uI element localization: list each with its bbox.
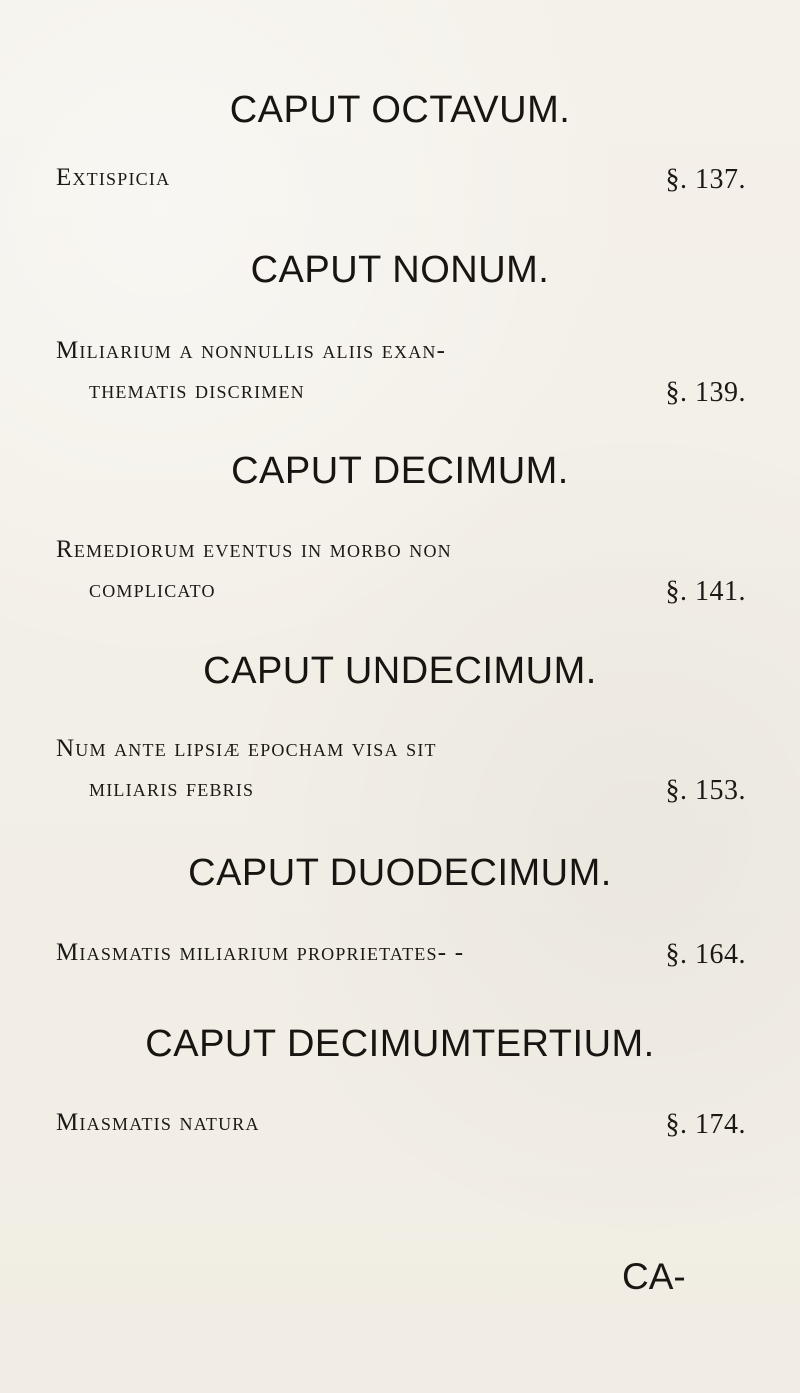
chapter-heading-decimum: CAPUT DECIMUM. — [231, 450, 569, 492]
catchword: CA- — [622, 1256, 686, 1297]
section-reference: §. 164. — [665, 939, 746, 970]
toc-entry-num-ante — [56, 735, 746, 815]
toc-entry-line — [56, 1109, 746, 1149]
toc-entry-line — [56, 164, 746, 204]
toc-entry-title-line-1: Miliarium a nonnullis aliis exan- — [56, 337, 447, 364]
toc-entry-line — [56, 337, 746, 377]
toc-entry-title-line-1: Num ante lipsiæ epocham visa sit — [56, 735, 437, 762]
toc-entry-miasmatis-proprietates — [56, 939, 746, 979]
chapter-heading-undecimum: CAPUT UNDECIMUM. — [203, 650, 597, 692]
toc-entry-title-line-2: complicato — [89, 576, 216, 603]
chapter-heading-octavum: CAPUT OCTAVUM. — [229, 89, 571, 131]
toc-entry-title: Miasmatis natura — [56, 1109, 260, 1136]
toc-entry-title: Extispicia — [56, 164, 171, 191]
toc-entry-title-line-2: miliaris febris — [89, 775, 255, 802]
toc-entry-line — [56, 775, 746, 815]
toc-entry-title: Miasmatis miliarium proprietates- - — [56, 939, 465, 966]
toc-entry-title-line-1: Remediorum eventus in morbo non — [56, 536, 452, 563]
chapter-heading-nonum: CAPUT NONUM. — [250, 249, 550, 291]
toc-entry-remediorum — [56, 536, 746, 616]
toc-entry-line — [56, 939, 746, 979]
section-reference: §. 141. — [665, 576, 746, 607]
toc-entry-line — [56, 377, 746, 417]
section-reference: §. 139. — [665, 377, 746, 408]
toc-entry-title-line-2: thematis discrimen — [89, 377, 305, 404]
section-reference: §. 174. — [665, 1109, 746, 1140]
section-reference: §. 153. — [665, 775, 746, 806]
section-reference: §. 137. — [665, 164, 746, 195]
toc-entry-line — [56, 536, 746, 576]
chapter-heading-duodecimum: CAPUT DUODECIMUM. — [188, 852, 612, 894]
toc-entry-miliarium — [56, 337, 746, 417]
toc-entry-line — [56, 735, 746, 775]
chapter-heading-decimumtertium: CAPUT DECIMUMTERTIUM. — [145, 1023, 655, 1065]
toc-entry-miasmatis-natura — [56, 1109, 746, 1149]
toc-entry-line — [56, 576, 746, 616]
toc-entry-extispicia — [56, 164, 746, 204]
